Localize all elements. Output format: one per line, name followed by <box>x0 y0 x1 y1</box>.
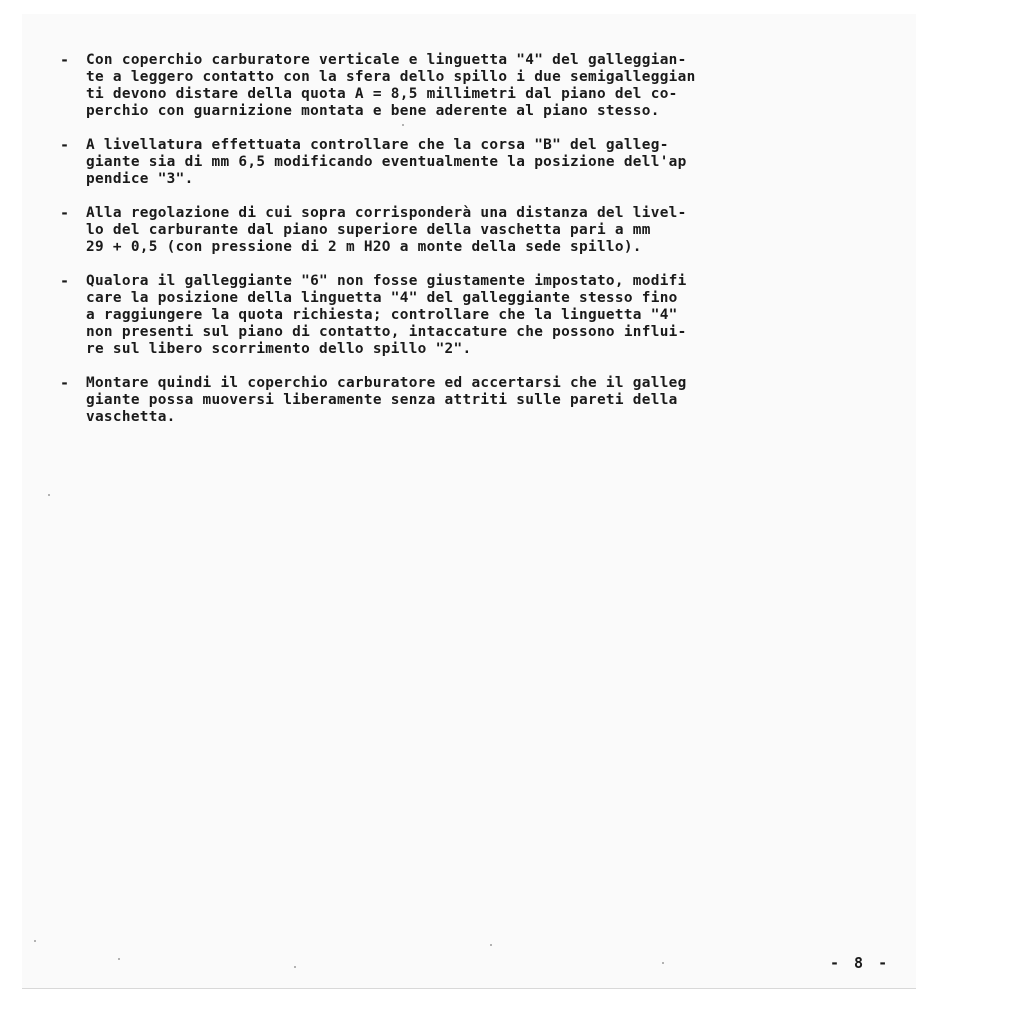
paragraph-text: A livellatura effettuata controllare che la corsa "B" del galleg- giante sia di mm 6,5 modificando eventualmente la posizione dell'ap pendice "3". <box>86 137 687 187</box>
paragraph-tab-adjustment <box>60 273 918 358</box>
paragraph-text: Alla regolazione di cui sopra corrisponderà una distanza del livel- lo del carburante dal piano superiore della vaschetta pari a mm 29 + 0,5 (con pressione di 2 m H2O a monte della sede spillo). <box>86 205 687 255</box>
paragraph-fuel-level <box>60 205 918 256</box>
paragraph-text: Qualora il galleggiante "6" non fosse giustamente impostato, modifi care la posizione della linguetta "4" del galleggiante stesso fino a raggiungere la quota richiesta; controllare che la linguetta "4" non presenti sul piano di contatto, intaccature che possono influi- re sul libero scorrimento dello spillo "2". <box>86 273 687 357</box>
bullet-dash: - <box>60 51 70 69</box>
bullet-dash: - <box>60 272 70 290</box>
scan-speck <box>294 966 296 968</box>
scan-speck <box>402 124 404 126</box>
bullet-dash: - <box>60 374 70 392</box>
paragraph-float-height <box>60 52 918 120</box>
bullet-dash: - <box>60 136 70 154</box>
document-body <box>60 52 918 443</box>
paragraph-text: Montare quindi il coperchio carburatore ed accertarsi che il galleg giante possa muoversi liberamente senza attriti sulle pareti della vaschetta. <box>86 375 687 425</box>
scan-speck <box>118 958 120 960</box>
paragraph-cover-mounting <box>60 375 918 426</box>
paragraph-float-stroke <box>60 137 918 188</box>
paragraph-text: Con coperchio carburatore verticale e linguetta "4" del galleggian- te a leggero contatto con la sfera dello spillo i due semigalleggian ti devono distare della quota A = 8,5 millimetri dal piano del co- perchio con guarnizione montata e bene aderente al piano stesso. <box>86 52 696 119</box>
scan-speck <box>48 494 50 496</box>
scan-speck <box>490 944 492 946</box>
scan-speck <box>662 962 664 964</box>
document-page <box>22 14 916 989</box>
scan-speck <box>34 940 36 942</box>
bullet-dash: - <box>60 204 70 222</box>
page-number: - 8 - <box>830 954 891 972</box>
